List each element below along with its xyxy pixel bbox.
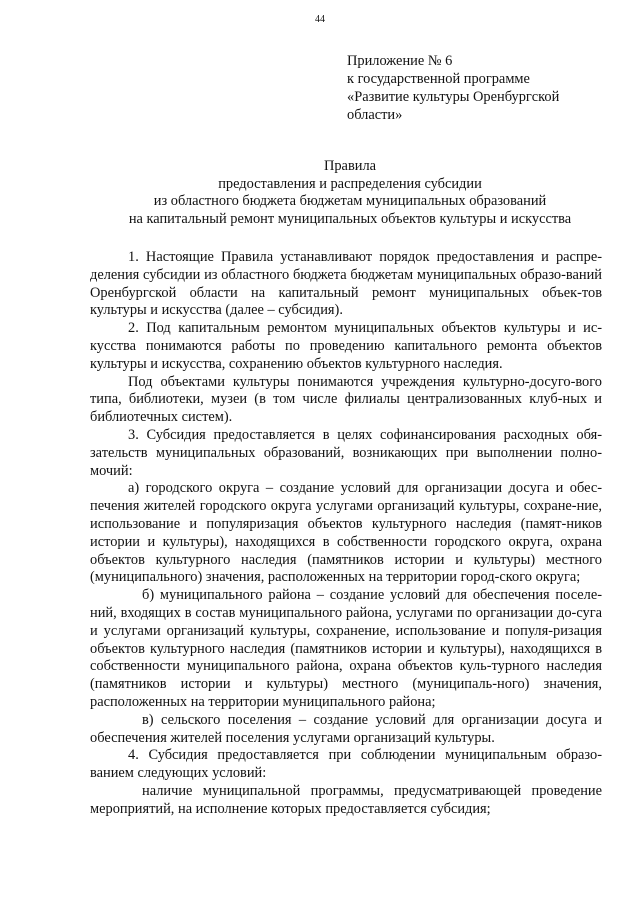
paragraph-culture-objects: Под объектами культуры понимаются учреждения культурно-досуго-вого типа, библиотеки, музеи (в том числе филиалы централизованных клуб-ных и библиотечных систем). xyxy=(90,373,602,426)
title-line: предоставления и распределения субсидии xyxy=(218,175,482,192)
condition-item: наличие муниципальной программы, предусматривающей проведение мероприятий, на исполнение которых предоставляется субсидия; xyxy=(90,782,602,817)
subitem-b: б) муниципального района – создание условий для обеспечения поселе-ний, входящих в состав муниципального района, услугами по организации до-суга и услугами организаций культуры, сохранение, использование и популя-ризация объектов культурного наследия (памятников истории и культуры), находящихся в собственности муниципального района, охрана объектов куль-турного наследия (памятников истории и культуры) местного (муниципаль-ного) значения, расположенных на территории муниципального района; xyxy=(90,587,602,710)
appendix-line: «Развитие культуры Оренбургской xyxy=(347,89,560,105)
title-line: Правила xyxy=(323,158,377,174)
paragraph-4: 4. Субсидия предоставляется при соблюдении муниципальным образо-ванием следующих условий: xyxy=(90,747,602,782)
document-body xyxy=(90,249,602,819)
paragraph-3: 3. Субсидия предоставляется в целях софинансирования расходных обя-зательств муниципальных образований, возникающих при выполнении полно-мочий: xyxy=(90,426,602,479)
appendix-line: области» xyxy=(347,107,403,123)
title-line: на капитальный ремонт муниципальных объектов культуры и искусства xyxy=(128,210,572,227)
appendix-line: к государственной программе xyxy=(347,71,530,87)
subitem-v: в) сельского поселения – создание условий для организации досуга и обеспечения жителей поселения услугами организаций культуры. xyxy=(90,711,602,746)
page-number: 44 xyxy=(315,14,325,25)
paragraph-1: 1. Настоящие Правила устанавливают порядок предоставления и распре-деления субсидии из областного бюджета бюджетам муниципальных образо-ваний Оренбургской области на капитальный ремонт муниципальных объек-тов культуры и искусства (далее – субсидия). xyxy=(90,249,602,319)
appendix-line: Приложение № 6 xyxy=(347,53,453,69)
appendix-header xyxy=(347,52,627,124)
document-title xyxy=(90,158,610,228)
title-line: из областного бюджета бюджетам муниципальных образований xyxy=(153,193,547,209)
paragraph-2: 2. Под капитальным ремонтом муниципальных объектов культуры и ис-кусства понимаются работы по проведению капитального ремонта объектов культуры и искусства, сохранению объектов культурного наследия. xyxy=(90,320,602,372)
subitem-a: а) городского округа – создание условий для организации досуга и обес-печения жителей городского округа услугами организаций культуры, сохране-ние, использование и популяризация объектов культурного наследия (памят-ников истории и культуры), находящихся в собственности городского округа, охрана объектов культурного наследия (памятников истории и культуры) местного (муниципального) значения, расположенных на территории город-ского округа; xyxy=(90,480,602,586)
